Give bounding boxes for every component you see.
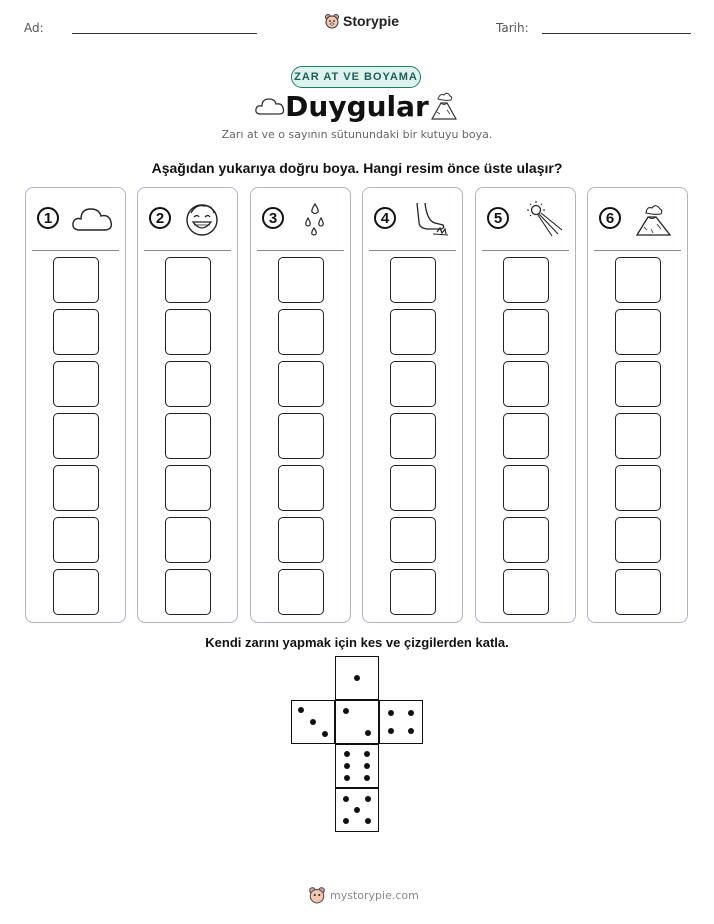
dice-pip <box>364 775 370 781</box>
column-divider <box>144 250 231 251</box>
dice-pip <box>343 818 349 824</box>
page-subtitle: Zarı at ve o sayının sütunundaki bir kutuyu boya. <box>221 128 493 141</box>
color-box[interactable] <box>615 257 661 303</box>
dice-pip <box>343 796 349 802</box>
stubbed-foot-icon <box>407 200 451 238</box>
color-box[interactable] <box>278 465 324 511</box>
color-box[interactable] <box>165 257 211 303</box>
color-box[interactable] <box>53 413 99 459</box>
dice-pip <box>354 807 360 813</box>
color-box[interactable] <box>53 465 99 511</box>
date-label: Tarih: <box>496 21 529 35</box>
column-number: 1 <box>37 207 59 229</box>
color-box[interactable] <box>615 413 661 459</box>
color-box[interactable] <box>53 257 99 303</box>
color-box[interactable] <box>503 569 549 615</box>
dice-pip <box>354 675 360 681</box>
cloud-icon <box>70 200 114 238</box>
color-box[interactable] <box>390 361 436 407</box>
dice-pip <box>365 730 371 736</box>
dice-face-5[interactable] <box>335 788 379 832</box>
dice-pip <box>322 731 328 737</box>
column-divider <box>482 250 569 251</box>
sun-rays-icon <box>520 200 564 238</box>
dice-pip <box>365 796 371 802</box>
dice-instruction: Kendi zarını yapmak için kes ve çizgilerden katla. <box>205 635 509 650</box>
footer <box>308 886 419 904</box>
color-box[interactable] <box>615 309 661 355</box>
date-line[interactable] <box>542 33 691 34</box>
dice-face-6[interactable] <box>335 744 379 788</box>
dice-pip <box>388 728 394 734</box>
dice-pip <box>364 751 370 757</box>
color-box[interactable] <box>615 361 661 407</box>
color-box[interactable] <box>53 569 99 615</box>
color-box[interactable] <box>165 309 211 355</box>
color-box[interactable] <box>503 465 549 511</box>
color-box[interactable] <box>503 257 549 303</box>
color-box[interactable] <box>390 569 436 615</box>
column-number: 6 <box>599 207 621 229</box>
color-box[interactable] <box>390 257 436 303</box>
color-box[interactable] <box>53 361 99 407</box>
bear-mascot-icon <box>324 13 340 29</box>
color-box[interactable] <box>615 569 661 615</box>
dice-pip <box>298 707 304 713</box>
column-1 <box>25 187 126 623</box>
color-box[interactable] <box>615 465 661 511</box>
page-title: Duygular <box>285 90 429 123</box>
column-number: 4 <box>374 207 396 229</box>
bear-mascot-icon <box>308 886 326 904</box>
activity-badge: ZAR AT VE BOYAMA <box>291 66 421 88</box>
name-line[interactable] <box>72 33 257 34</box>
laughing-face-icon <box>182 200 226 238</box>
color-box[interactable] <box>278 517 324 563</box>
dice-pip <box>344 763 350 769</box>
color-box[interactable] <box>390 465 436 511</box>
color-box[interactable] <box>165 465 211 511</box>
column-divider <box>369 250 456 251</box>
dice-face-3[interactable] <box>291 700 335 744</box>
column-number: 5 <box>487 207 509 229</box>
name-label: Ad: <box>24 21 44 35</box>
color-box[interactable] <box>53 309 99 355</box>
dice-pip <box>408 728 414 734</box>
column-number: 2 <box>149 207 171 229</box>
column-5 <box>475 187 576 623</box>
color-box[interactable] <box>278 257 324 303</box>
storypie-logo <box>324 13 399 29</box>
color-box[interactable] <box>165 517 211 563</box>
dice-pip <box>364 763 370 769</box>
color-box[interactable] <box>503 517 549 563</box>
color-box[interactable] <box>390 309 436 355</box>
dice-pip <box>388 710 394 716</box>
color-box[interactable] <box>390 517 436 563</box>
dice-face-2[interactable] <box>335 700 379 744</box>
column-divider <box>32 250 119 251</box>
volcano-icon <box>632 200 676 238</box>
color-box[interactable] <box>503 361 549 407</box>
column-4 <box>362 187 463 623</box>
footer-url: mystorypie.com <box>330 888 419 902</box>
dice-pip <box>344 775 350 781</box>
brand-name: Storypie <box>343 13 400 29</box>
color-box[interactable] <box>278 413 324 459</box>
coloring-instruction: Aşağıdan yukarıya doğru boya. Hangi resim önce üste ulaşır? <box>151 160 563 176</box>
color-box[interactable] <box>53 517 99 563</box>
color-box[interactable] <box>503 413 549 459</box>
dice-pip <box>408 710 414 716</box>
column-divider <box>594 250 681 251</box>
tear-drops-icon <box>295 200 339 238</box>
dice-face-4[interactable] <box>379 700 423 744</box>
column-2 <box>137 187 238 623</box>
column-divider <box>257 250 344 251</box>
color-box[interactable] <box>278 309 324 355</box>
color-box[interactable] <box>615 517 661 563</box>
column-3 <box>250 187 351 623</box>
dice-face-1[interactable] <box>335 656 379 700</box>
color-box[interactable] <box>165 361 211 407</box>
dice-pip <box>343 708 349 714</box>
color-box[interactable] <box>503 309 549 355</box>
column-number: 3 <box>262 207 284 229</box>
dice-pip <box>365 818 371 824</box>
color-box[interactable] <box>165 569 211 615</box>
dice-pip <box>310 719 316 725</box>
color-box[interactable] <box>278 361 324 407</box>
color-box[interactable] <box>390 413 436 459</box>
color-box[interactable] <box>165 413 211 459</box>
dice-pip <box>344 751 350 757</box>
volcano-icon <box>428 90 460 122</box>
column-6 <box>587 187 688 623</box>
color-box[interactable] <box>278 569 324 615</box>
